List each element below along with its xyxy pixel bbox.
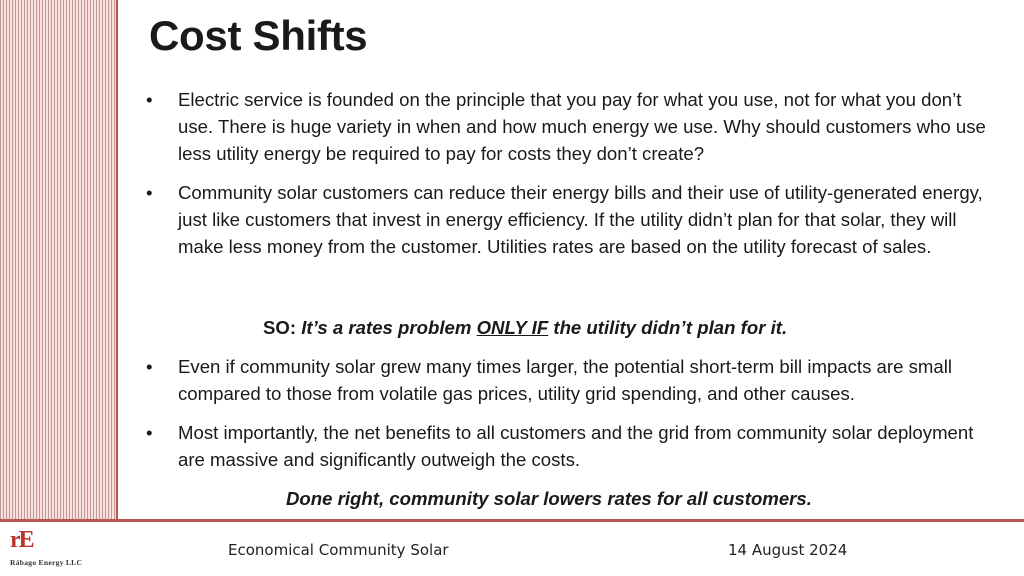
so-text-part1: It’s a rates problem <box>301 317 472 338</box>
bullet-marker: • <box>146 422 153 443</box>
bullet-item <box>145 353 995 407</box>
company-logo-mark: rE <box>10 527 33 553</box>
bullet-text: Community solar customers can reduce their energy bills and their use of utility-generated energy, just like customers that invest in energy efficiency. If the utility didn’t plan for that solar, they will make less money from the customer. Utilities rates are based on the utility forecast of sales. <box>178 182 983 257</box>
slide-title: Cost Shifts <box>149 12 368 59</box>
bullet-text: Even if community solar grew many times larger, the potential short-term bill impacts are small compared to those from volatile gas prices, utility grid spending, and other causes. <box>178 356 952 404</box>
bullet-marker: • <box>146 356 153 377</box>
bullet-item <box>145 419 995 473</box>
so-statement <box>263 314 787 341</box>
so-keyword: ONLY IF <box>476 317 549 338</box>
bullet-item <box>145 86 995 167</box>
bullet-text: Most importantly, the net benefits to all customers and the grid from community solar deployment are massive and significantly outweigh the costs. <box>178 422 974 470</box>
bullet-marker: • <box>146 182 153 203</box>
so-text-part2: the utility didn’t plan for it. <box>553 317 788 338</box>
company-logo-text: Rábago Energy LLC <box>10 558 83 567</box>
bullet-marker: • <box>146 89 153 110</box>
so-label: SO: <box>263 317 297 338</box>
footer-divider <box>0 519 1024 522</box>
bullet-item <box>145 179 995 260</box>
footer-date: 14 August 2024 <box>728 541 848 559</box>
bullet-text: Electric service is founded on the principle that you pay for what you use, not for what you don’t use. There is huge variety in when and how much energy we use. Why should customers who use less utility energy be required to pay for costs they don’t create? <box>178 89 986 164</box>
closing-statement: Done right, community solar lowers rates for all customers. <box>286 488 812 509</box>
footer-title: Economical Community Solar <box>228 541 449 559</box>
decorative-side-bar <box>0 0 118 519</box>
